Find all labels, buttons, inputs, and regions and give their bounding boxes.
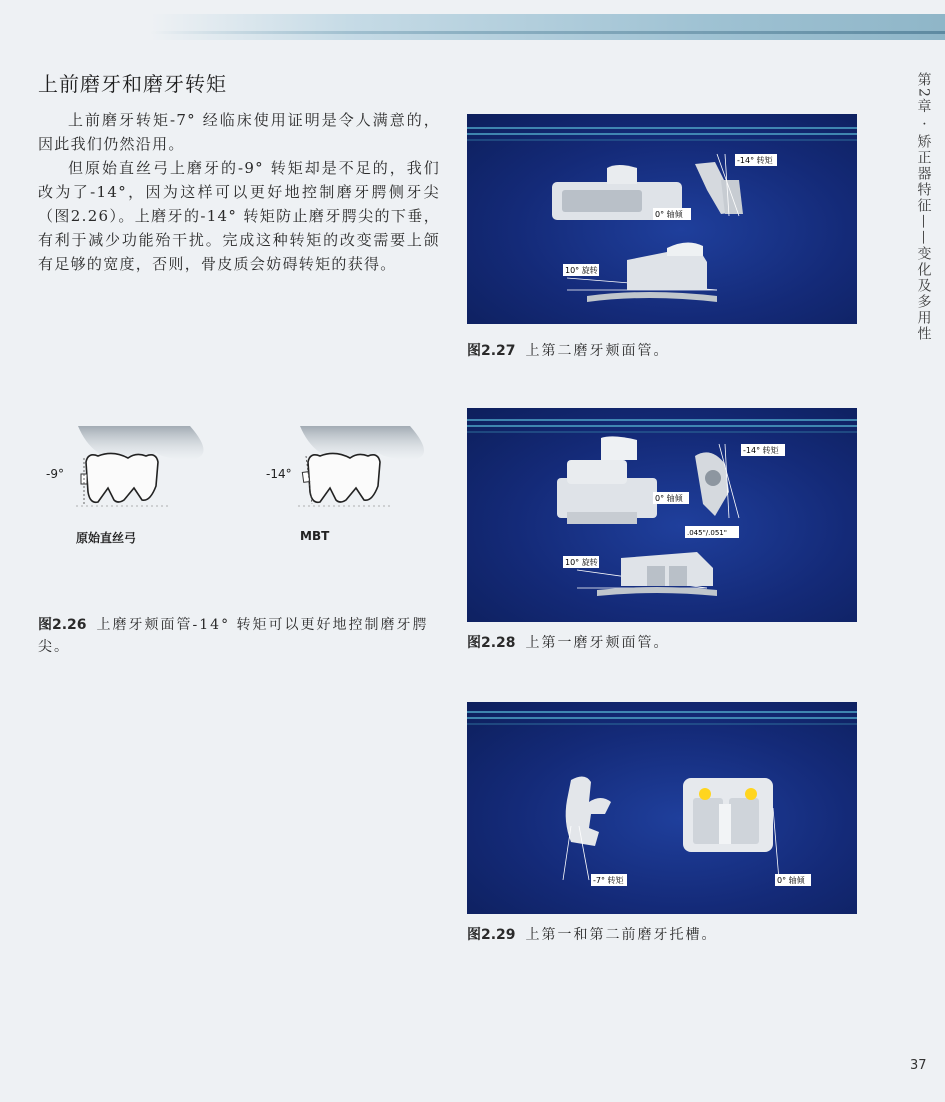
fig-2-28-rotation-label: 10° 旋转: [565, 558, 598, 567]
figure-2-27-photo: [467, 114, 857, 324]
fig-2-29-torque-label: -7° 转矩: [593, 876, 624, 885]
molar-torque-diagram: [38, 422, 438, 602]
fig-2-27-tip-label: 0° 轴倾: [655, 210, 683, 219]
section-title: 上前磨牙和磨牙转矩: [38, 72, 227, 96]
figure-2-27-caption-text: 上第二磨牙颊面管。: [525, 343, 670, 359]
figure-2-28-caption: [467, 632, 670, 652]
figure-2-26-caption: [38, 614, 438, 658]
figure-2-28-photo: [467, 408, 857, 622]
figure-2-27-caption-label: 图2.27: [467, 343, 516, 359]
figure-2-28-caption-text: 上第一磨牙颊面管。: [525, 635, 670, 651]
header-stripe: [150, 14, 945, 40]
right-angle-label: -14°: [266, 467, 292, 481]
left-angle-label: -9°: [46, 467, 64, 481]
body-text: [38, 108, 440, 276]
right-tooth-label: MBT: [300, 529, 330, 543]
chapter-side-tab: [902, 72, 945, 972]
yellow-dot-right: [745, 788, 757, 800]
fig-2-28-tip-label: 0° 轴倾: [655, 494, 683, 503]
molar-tube-front: [557, 436, 657, 524]
figure-2-29-photo: [467, 702, 857, 914]
left-tooth-diagram: [76, 426, 204, 506]
page-number: 37: [910, 1058, 927, 1073]
fig-2-28-torque-label: -14° 转矩: [743, 446, 779, 455]
figure-2-28-caption-label: 图2.28: [467, 635, 516, 651]
fig-2-29-tip-label: 0° 轴倾: [777, 876, 805, 885]
paragraph-1: 上前磨牙转矩-7° 经临床使用证明是令人满意的，因此我们仍然沿用。: [38, 111, 440, 153]
right-tooth-diagram: [298, 426, 424, 506]
buccal-tube-occlusal: [587, 242, 717, 302]
figure-2-29-caption: [467, 924, 718, 944]
left-tooth-label: 原始直丝弓: [76, 531, 137, 545]
figure-2-26-caption-text: 上磨牙颊面管-14° 转矩可以更好地控制磨牙腭尖。: [38, 617, 429, 655]
figure-2-29-caption-text: 上第一和第二前磨牙托槽。: [525, 927, 718, 943]
paragraph-2: 但原始直丝弓上磨牙的-9° 转矩却是不足的，我们改为了-14°，因为这样可以更好地控制磨牙腭侧牙尖（图2.26）。上磨牙的-14° 转矩防止磨牙腭尖的下垂，有利于减少功能殆干扰。完成这种转矩的改变需要上颌有足够的宽度，否则，骨皮质会妨碍转矩的获得。: [38, 159, 440, 273]
figure-2-29-caption-label: 图2.29: [467, 927, 516, 943]
figure-2-27-caption: [467, 340, 670, 360]
yellow-dot-left: [699, 788, 711, 800]
fig-2-27-torque-label: -14° 转矩: [737, 156, 773, 165]
fig-2-27-rotation-label: 10° 旋转: [565, 266, 598, 275]
figure-2-26-diagram: [38, 422, 438, 602]
premolar-bracket-side: [566, 776, 611, 846]
chapter-side-tab-text: 第2章 · 矫正器特征——变化及多用性: [915, 72, 932, 343]
premolar-bracket-front: [683, 778, 773, 852]
figure-2-26-caption-label: 图2.26: [38, 617, 87, 633]
fig-2-28-slot-label: .045"/.051": [687, 529, 727, 537]
molar-tube-occlusal: [597, 552, 717, 596]
